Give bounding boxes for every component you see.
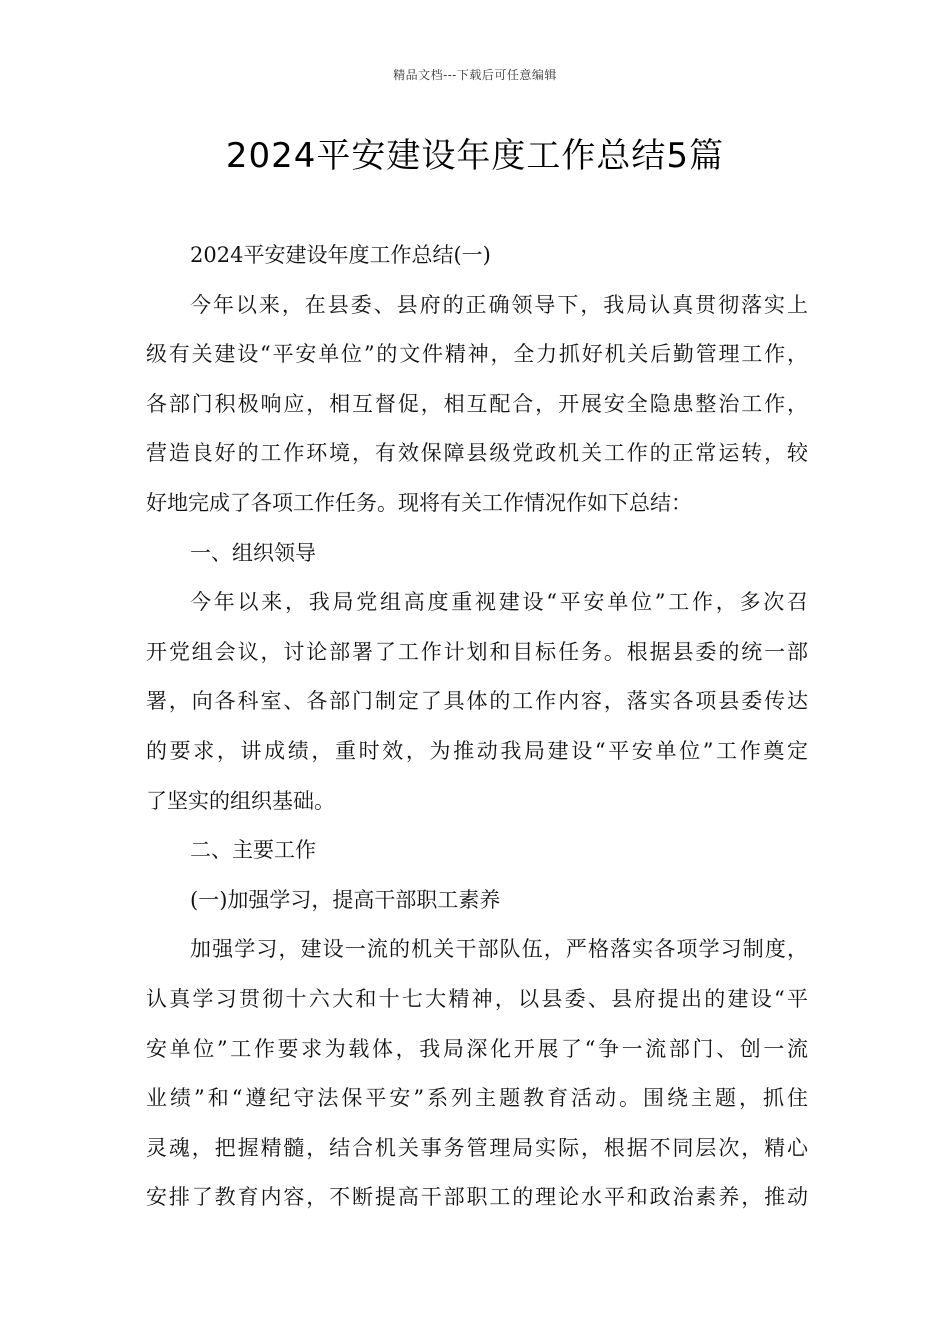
text-line: 安排了教育内容，不断提高干部职工的理论水平和政治素养，推动 [146,1185,808,1210]
text-line: 二、主要工作 [190,838,316,863]
text-line: 今年以来，我局党组高度重视建设“平安单位”工作，多次召 [190,590,808,615]
text-line: 各部门积极响应，相互督促，相互配合，开展安全隐患整治工作， [146,391,808,416]
document-title: 2024平安建设年度工作总结5篇 [225,136,725,176]
text-line: 好地完成了各项工作任务。现将有关工作情况作如下总结： [146,490,692,515]
document-body [146,231,808,1223]
text-line: 开党组会议，讨论部署了工作计划和目标任务。根据县委的统一部 [146,639,808,664]
text-line: 灵魂，把握精髓，结合机关事务管理局实际，根据不同层次，精心 [146,1135,808,1160]
text-line: 2024平安建设年度工作总结(一) [190,243,491,267]
text-line: 安单位”工作要求为载体，我局深化开展了“争一流部门、创一流 [146,1036,808,1061]
text-line: 加强学习，建设一流的机关干部队伍，严格落实各项学习制度， [190,937,808,962]
text-line: 一、组织领导 [190,540,316,565]
text-line: 认真学习贯彻十六大和十七大精神，以县委、县府提出的建设“平 [146,986,808,1011]
text-line: 营造良好的工作环境，有效保障县级党政机关工作的正常运转，较 [146,441,808,466]
text-line: 的要求，讲成绩，重时效，为推动我局建设“平安单位”工作奠定 [146,738,808,763]
text-line: 业绩”和“遵纪守法保平安”系列主题教育活动。围绕主题，抓住 [146,1086,808,1111]
text-line: 署，向各科室、各部门制定了具体的工作内容，落实各项县委传达 [146,689,808,714]
text-line: 今年以来，在县委、县府的正确领导下，我局认真贯彻落实上 [190,292,808,317]
text-line: 级有关建设“平安单位”的文件精神，全力抓好机关后勤管理工作， [146,342,808,367]
text-line: 了坚实的组织基础。 [146,788,335,813]
text-line: (一)加强学习，提高干部职工素养 [190,887,501,912]
header-note: 精品文档---下载后可任意编辑 [393,68,557,82]
